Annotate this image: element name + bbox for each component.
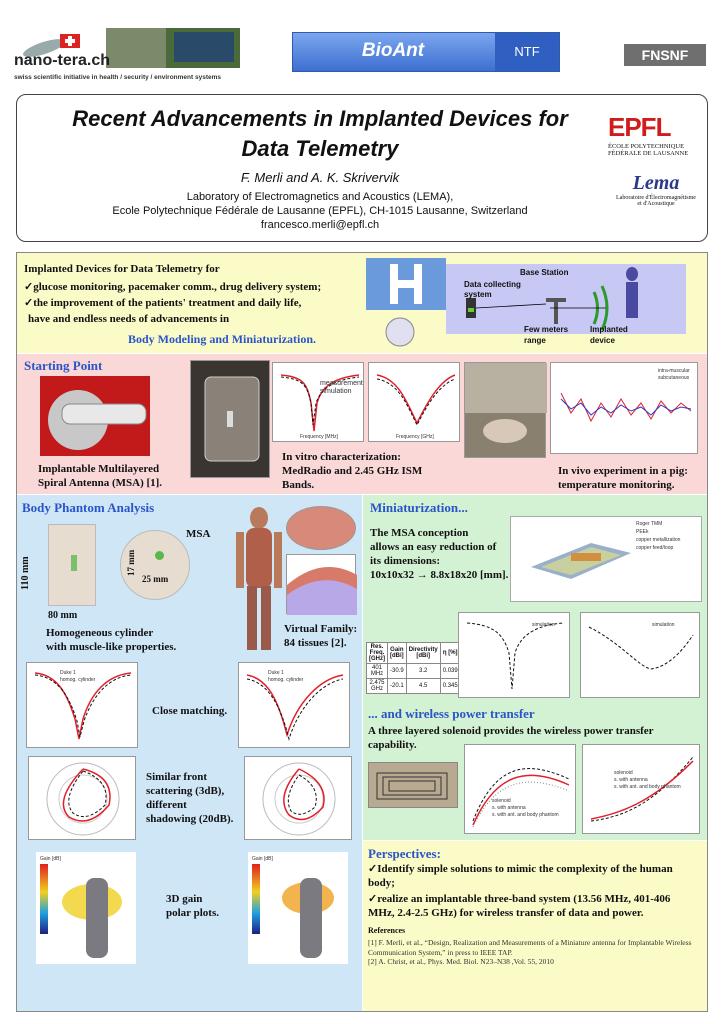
vivo-caption <box>558 464 688 492</box>
diagram-range-1: Few meters <box>524 325 569 334</box>
cylinder-side <box>48 524 96 606</box>
dim-25: 25 mm <box>142 574 169 584</box>
mini-legend <box>636 520 680 552</box>
authors: F. Merli and A. K. Skrivervik <box>240 170 400 185</box>
wpt-title: ... and wireless power transfer <box>368 706 535 721</box>
intro-bullet-1-text: glucose monitoring, pacemaker comm., drug delivery system; <box>33 281 322 293</box>
cylinder-caption <box>46 626 176 654</box>
phantom-plot-medradio <box>26 662 138 748</box>
table-cell: 0.345 <box>440 679 460 694</box>
affiliation <box>30 190 610 232</box>
intro-line-3: have and endless needs of advancements in <box>28 313 230 325</box>
wpt-text-2: capability. <box>368 739 417 751</box>
vf-caption-2: 84 tissues [2]. <box>284 637 347 649</box>
phantom-legend-cyl-1: homog. cylinder <box>60 677 96 683</box>
mini-legend-3: copper metallization <box>636 537 681 543</box>
reference-2: [2] A. Christ, et al., Phys. Med. Biol. N23–N38 ,Vol. 55, 2010 <box>368 957 554 966</box>
mini-legend-sim-1: simulation <box>532 622 555 628</box>
table-cell: 0.039 <box>440 664 460 679</box>
title-line-2: Data Telemetry <box>241 136 399 161</box>
phantom-plot-ism <box>238 662 350 748</box>
gain-caption <box>166 892 219 920</box>
msa-caption <box>38 462 162 490</box>
vivo-caption-1: In vivo experiment in a pig: <box>558 465 688 477</box>
dim-110: 110 mm <box>20 556 31 590</box>
mini-text-2: allows an easy reduction of <box>370 541 497 553</box>
table-row <box>367 679 461 694</box>
table-header: Directivity [dBi] <box>406 643 440 664</box>
diagram-collect-label <box>464 280 521 300</box>
program-name: NTF <box>495 33 559 71</box>
table-header: η [%] <box>440 643 460 664</box>
wpt-legend-2 <box>614 770 681 791</box>
gain-label-1: Gain [dB] <box>40 856 61 862</box>
vitro-caption-2: MedRadio and 2.45 GHz ISM <box>282 465 423 477</box>
intro-bullet-2: ✓the improvement of the patients' treatment and daily life, <box>24 297 302 309</box>
table-cell: 3.2 <box>406 664 440 679</box>
vf-caption <box>284 622 357 650</box>
diagram-implant-2: device <box>590 336 615 345</box>
bioant-banner <box>292 32 560 72</box>
pig-photo <box>464 362 546 458</box>
fnsnf-logo <box>624 44 706 66</box>
intro-highlight: Body Modeling and Miniaturization. <box>128 332 317 346</box>
vivo-legend-2: subcutaneous <box>658 375 690 381</box>
table-header-row <box>367 643 461 664</box>
vivo-caption-2: temperature monitoring. <box>558 479 675 491</box>
table-header: Res. Freq. [GHz] <box>367 643 388 664</box>
gain-3d-plot-2 <box>248 852 348 964</box>
vivo-legend-1: intra-muscular <box>658 368 690 374</box>
msa-caption-1: Implantable Multilayered <box>38 463 160 475</box>
diagram-implant-1: Implanted <box>590 325 628 334</box>
wpt-legend-1c: s. with ant. and body phantom <box>492 812 559 818</box>
table-header: Gain [dBi] <box>388 643 407 664</box>
wpt-plot-q <box>464 744 576 834</box>
diagram-implant-label <box>590 324 628 346</box>
close-matching: Close matching. <box>152 705 228 717</box>
gain-caption-1: 3D gain <box>166 893 203 905</box>
table-cell: 2.475 GHz <box>367 679 388 694</box>
mini-legend-2: PEEk <box>636 529 649 535</box>
poster-title <box>30 104 610 164</box>
wpt-legend-1a: solenoid <box>492 798 511 804</box>
wpt-legend-2c: s. with ant. and body phantom <box>614 784 681 790</box>
scattering-caption-1: Similar front <box>146 771 208 783</box>
mini-legend-sim-2: simulation <box>652 622 675 628</box>
wpt-legend-2a: solenoid <box>614 770 633 776</box>
msa-label: MSA <box>186 528 211 540</box>
aff-line-2: Ecole Polytechnique Fédérale de Lausanne (EPFL), CH-1015 Lausanne, Switzerland <box>112 205 528 217</box>
perspectives-p1: ✓Identify simple solutions to mimic the complexity of the human body; <box>368 863 673 889</box>
mini-text-1: The MSA conception <box>370 527 469 539</box>
mini-legend-4: copper feed/loop <box>636 545 674 551</box>
vitro-plot-medradio <box>272 362 364 442</box>
table-cell: -30.9 <box>388 664 407 679</box>
vitro-legend-sim: simulation <box>320 388 352 395</box>
vitro-jar-photo <box>190 360 270 478</box>
polar-plot-2 <box>244 756 352 840</box>
gain-label-2: Gain [dB] <box>252 856 273 862</box>
table-row <box>367 664 461 679</box>
perspectives-p2-text: realize an implantable three-band system (13.56 MHz, 401-406 MHz, 2.4-2.5 GHz) for wireless transfer of data and power. <box>368 893 671 919</box>
diagram-range-label <box>524 324 568 346</box>
nano-logo-text: nano-tera.ch <box>14 52 111 69</box>
starting-title: Starting Point <box>24 358 103 373</box>
scattering-caption <box>146 770 233 826</box>
vf-caption-1: Virtual Family: <box>284 623 358 635</box>
lema-sub-1: Laboratoire d'Électromagnétisme <box>616 195 696 201</box>
dim-80: 80 mm <box>48 610 78 621</box>
aff-line-1: Laboratory of Electromagnetics and Acoustics (LEMA), <box>186 191 454 203</box>
mini-legend-1: Roger TMM <box>636 521 663 527</box>
gain-caption-2: polar plots. <box>166 907 219 919</box>
phantom-legend-duke-2: Duke 1 <box>268 670 284 676</box>
table-cell: 401 MHz <box>367 664 388 679</box>
scattering-caption-3: different <box>146 799 187 811</box>
solenoid-photo <box>368 762 458 808</box>
epfl-wordmark: EPFL <box>608 112 671 142</box>
wpt-text-1: A three layered solenoid provides the wireless power transfer <box>368 725 654 737</box>
scattering-caption-2: scattering (3dB), <box>146 785 225 797</box>
mini-dims: 10x10x32 → 8.8x18x20 [mm]. <box>370 569 509 581</box>
vitro-caption-1: In vitro characterization: <box>282 451 401 463</box>
intro-heading: Implanted Devices for Data Telemetry for <box>24 263 220 275</box>
intro-bullet-2-text: the improvement of the patients' treatment and daily life, <box>33 297 302 309</box>
mini-text-3: its dimensions: <box>370 555 440 567</box>
email: francesco.merli@epfl.ch <box>260 219 380 231</box>
reference-1: [1] F. Merli, et al., “Design, Realization and Measurements of a Miniature antenna for Implantable Wireless Communication System,” in press to IEEE TAP. <box>368 938 692 957</box>
dim-17: 17 mm <box>126 549 136 576</box>
diagram-collect-1: Data collecting <box>464 280 521 289</box>
virtual-family-body <box>232 506 286 652</box>
lema-sub-2: et d'Acoustique <box>637 201 675 207</box>
table-cell: 4.5 <box>406 679 440 694</box>
intro-bullet-1: ✓glucose monitoring, pacemaker comm., drug delivery system; <box>24 281 322 293</box>
wpt-legend-1 <box>492 798 559 819</box>
lema-logo <box>608 172 704 218</box>
cylinder-caption-1: Homogeneous cylinder <box>46 627 154 639</box>
diagram-collect-2: system <box>464 290 492 299</box>
vitro-caption <box>282 450 422 492</box>
project-name: BioAnt <box>361 40 425 61</box>
perspectives-title: Perspectives: <box>368 846 441 861</box>
phantom-legend-duke-1: Duke 1 <box>60 670 76 676</box>
funder-name: FNSNF <box>641 47 689 63</box>
vitro-plot-ism <box>368 362 460 442</box>
vitro-legend-meas: measurement <box>320 380 363 387</box>
epfl-sub-2: FÉDÉRALE DE LAUSANNE <box>608 150 689 157</box>
references <box>368 938 700 967</box>
table-cell: -20.1 <box>388 679 407 694</box>
perspectives-p2: ✓realize an implantable three-band system (13.56 MHz, 401-406 MHz, 2.4-2.5 GHz) for wireless transfer of data and power. <box>368 893 671 919</box>
cylinder-caption-2: with muscle-like properties. <box>46 641 177 653</box>
polar-plot-1 <box>28 756 136 840</box>
phantom-legend-cyl-2: homog. cylinder <box>268 677 304 683</box>
tissue-section <box>286 554 356 614</box>
epfl-sub-1: ÉCOLE POLYTECHNIQUE <box>608 143 685 150</box>
diagram-base-label: Base Station <box>520 268 569 277</box>
torso-section <box>286 506 356 550</box>
title-line-1: Recent Advancements in Implanted Devices for <box>72 106 568 131</box>
mini-spec-table <box>366 642 461 694</box>
msa-coin-photo <box>40 376 150 456</box>
wpt-legend-1b: s. with antenna <box>492 805 526 811</box>
lema-wordmark: Lema <box>632 172 680 194</box>
diagram-range-2: range <box>524 336 546 345</box>
gain-3d-plot-1 <box>36 852 136 964</box>
vitro-xlabel-2: Frequency [GHz] <box>396 434 434 440</box>
vitro-xlabel-1: Frequency [MHz] <box>300 434 339 440</box>
msa-caption-2: Spiral Antenna (MSA) [1]. <box>38 477 163 489</box>
vitro-caption-3: Bands. <box>282 479 315 491</box>
epfl-logo <box>608 112 704 168</box>
references-title: References <box>368 926 406 935</box>
perspectives-p1-text: Identify simple solutions to mimic the complexity of the human body; <box>368 863 673 889</box>
wpt-legend-2b: s. with antenna <box>614 777 648 783</box>
scattering-caption-4: shadowing (20dB). <box>146 813 234 825</box>
phantom-title: Body Phantom Analysis <box>22 500 155 515</box>
mini-title: Miniaturization... <box>370 500 468 515</box>
mini-plot-ism <box>580 612 700 698</box>
nano-tagline: swiss scientific initiative in health / security / environment systems <box>14 74 221 81</box>
mini-text <box>370 526 508 582</box>
